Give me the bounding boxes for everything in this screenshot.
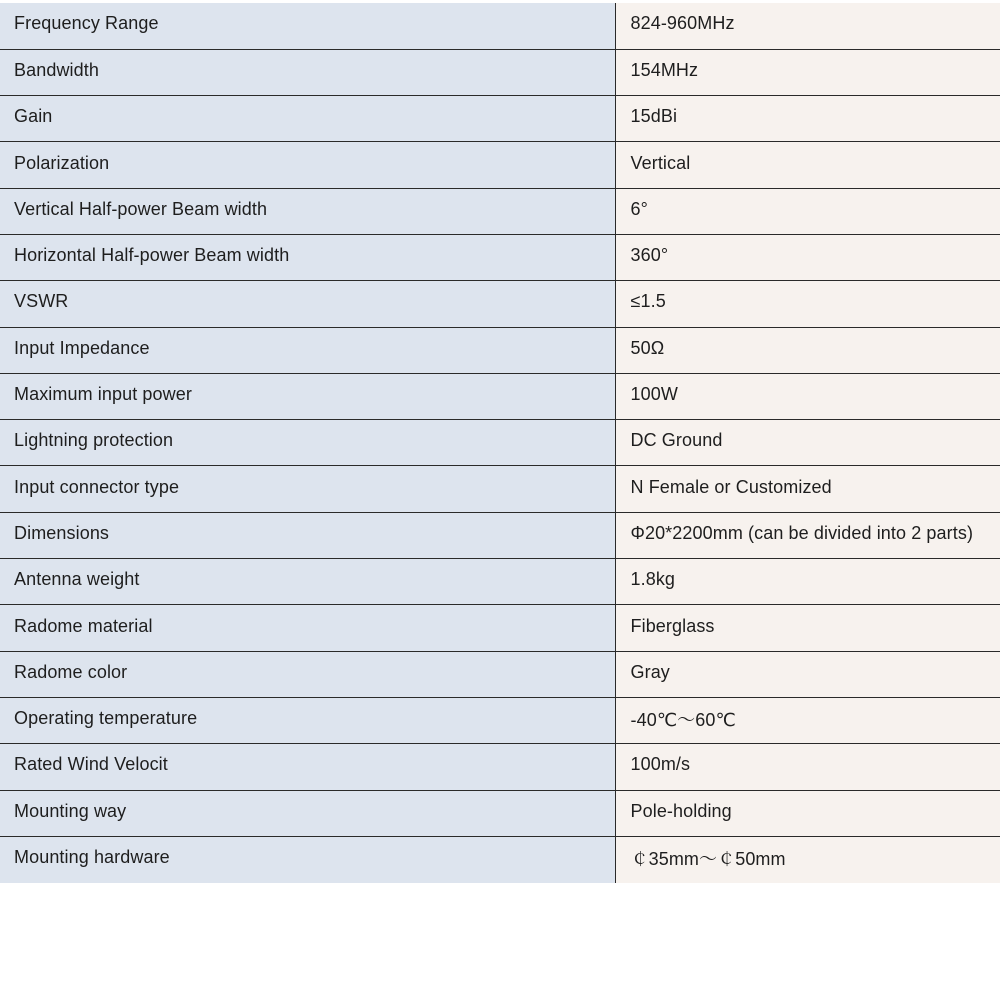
spec-row-frequency-range — [0, 3, 1000, 49]
spec-label: Antenna weight — [0, 559, 615, 605]
spec-label: Operating temperature — [0, 697, 615, 743]
spec-value: 50Ω — [615, 327, 1000, 373]
spec-label: Horizontal Half-power Beam width — [0, 234, 615, 280]
spec-row-antenna-weight — [0, 559, 1000, 605]
spec-label: Rated Wind Velocit — [0, 744, 615, 790]
spec-label: VSWR — [0, 281, 615, 327]
spec-row-gain — [0, 96, 1000, 142]
spec-value: 1.8kg — [615, 559, 1000, 605]
spec-value: ￠35mm～￠50mm — [615, 836, 1000, 882]
spec-row-radome-material — [0, 605, 1000, 651]
spec-row-horizontal-beam-width — [0, 234, 1000, 280]
spec-value: ≤1.5 — [615, 281, 1000, 327]
spec-row-rated-wind-velocity — [0, 744, 1000, 790]
spec-value: 824-960MHz — [615, 3, 1000, 49]
spec-value: 154MHz — [615, 49, 1000, 95]
spec-row-vswr — [0, 281, 1000, 327]
spec-label: Polarization — [0, 142, 615, 188]
spec-row-mounting-hardware — [0, 836, 1000, 882]
spec-row-mounting-way — [0, 790, 1000, 836]
spec-label: Gain — [0, 96, 615, 142]
spec-value: 15dBi — [615, 96, 1000, 142]
spec-value: DC Ground — [615, 420, 1000, 466]
spec-label: Maximum input power — [0, 373, 615, 419]
spec-row-radome-color — [0, 651, 1000, 697]
spec-value: 360° — [615, 234, 1000, 280]
spec-label: Bandwidth — [0, 49, 615, 95]
spec-row-polarization — [0, 142, 1000, 188]
spec-row-maximum-input-power — [0, 373, 1000, 419]
spec-label: Input Impedance — [0, 327, 615, 373]
spec-label: Vertical Half-power Beam width — [0, 188, 615, 234]
spec-row-lightning-protection — [0, 420, 1000, 466]
spec-label: Input connector type — [0, 466, 615, 512]
spec-value: 100W — [615, 373, 1000, 419]
spec-label: Mounting way — [0, 790, 615, 836]
spec-value: Pole-holding — [615, 790, 1000, 836]
spec-label: Radome material — [0, 605, 615, 651]
spec-value: Fiberglass — [615, 605, 1000, 651]
spec-table — [0, 3, 1000, 883]
spec-row-input-impedance — [0, 327, 1000, 373]
spec-value: Φ20*2200mm (can be divided into 2 parts) — [615, 512, 1000, 558]
spec-label: Dimensions — [0, 512, 615, 558]
spec-value: Vertical — [615, 142, 1000, 188]
spec-row-dimensions — [0, 512, 1000, 558]
spec-value: Gray — [615, 651, 1000, 697]
spec-label: Lightning protection — [0, 420, 615, 466]
spec-row-operating-temperature — [0, 697, 1000, 743]
spec-value: N Female or Customized — [615, 466, 1000, 512]
spec-row-vertical-beam-width — [0, 188, 1000, 234]
spec-row-input-connector-type — [0, 466, 1000, 512]
spec-label: Mounting hardware — [0, 836, 615, 882]
spec-value: 100m/s — [615, 744, 1000, 790]
spec-value: -40℃～60℃ — [615, 697, 1000, 743]
spec-label: Radome color — [0, 651, 615, 697]
spec-row-bandwidth — [0, 49, 1000, 95]
spec-label: Frequency Range — [0, 3, 615, 49]
spec-value: 6° — [615, 188, 1000, 234]
